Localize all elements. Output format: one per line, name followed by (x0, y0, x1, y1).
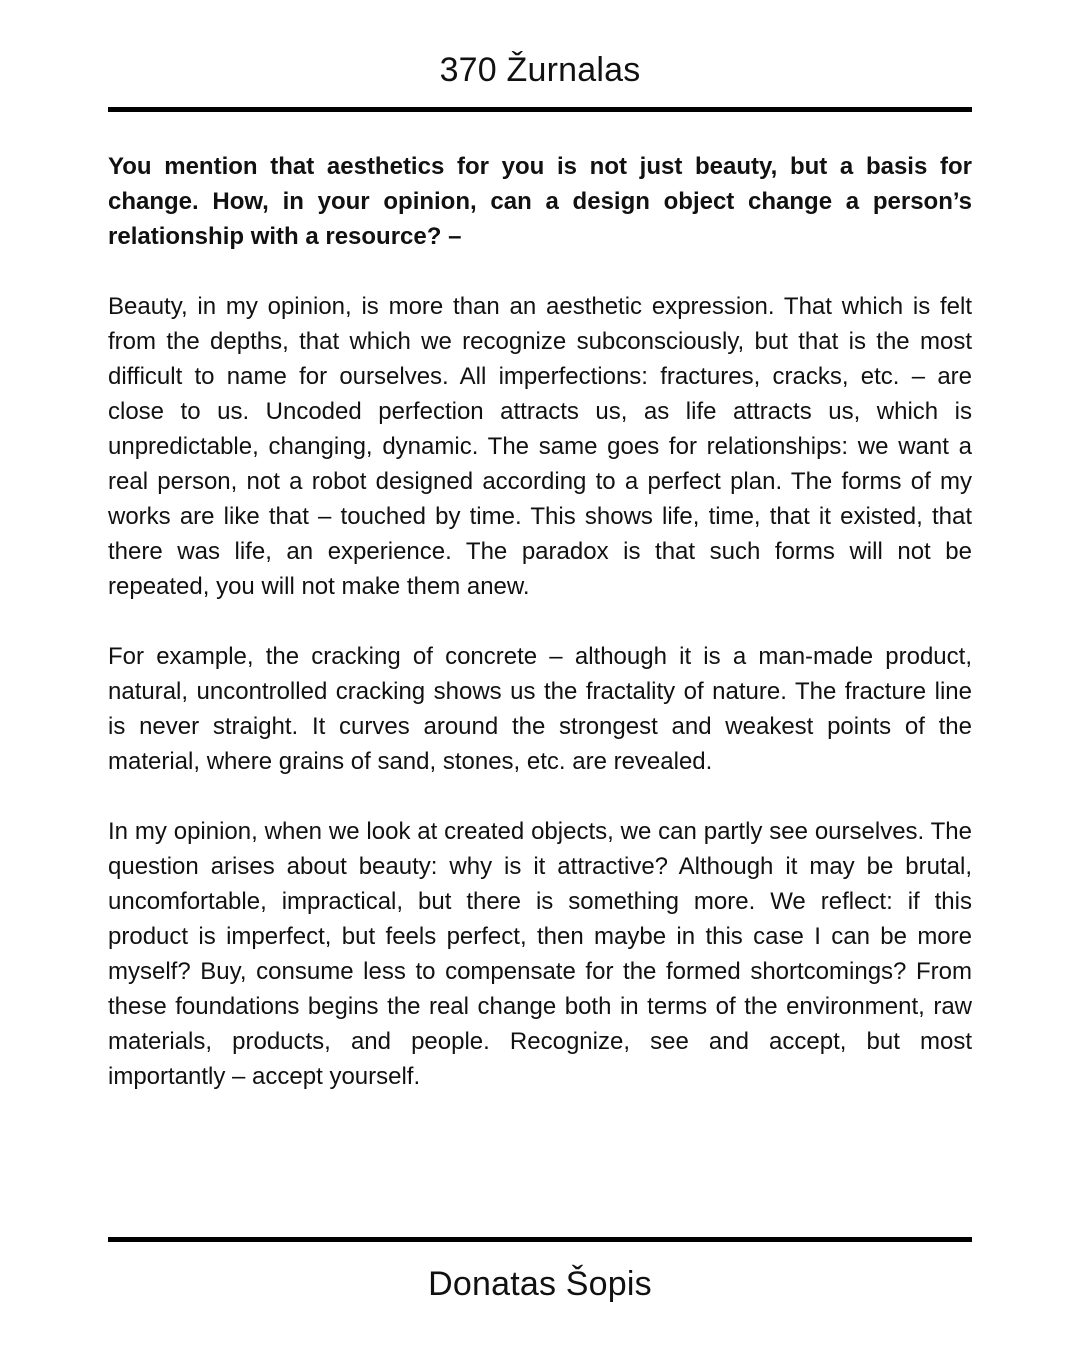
bottom-divider (108, 1237, 972, 1242)
top-divider (108, 107, 972, 112)
answer-paragraph-2: For example, the cracking of concrete – although it is a man-made product, natural, uncontrolled cracking shows us the fractality of nature. The fracture line is never straight. It curves around the strongest and weakest points of the material, where grains of sand, stones, etc. are revealed. (108, 643, 972, 775)
article-body (108, 149, 972, 1129)
interview-question: You mention that aesthetics for you is not just beauty, but a basis for change. How, in your opinion, can a design object change a person’s relationship with a resource? – (108, 153, 972, 250)
publication-title: 370 Žurnalas (439, 51, 641, 89)
answer-paragraph-1: Beauty, in my opinion, is more than an aesthetic expression. That which is felt from the depths, that which we recognize subconsciously, but that is the most difficult to name for ourselves. All imperfections: fractures, cracks, etc. – are close to us. Uncoded perfection attracts us, as life attracts us, which is unpredictable, changing, dynamic. The same goes for relationships: we want a real person, not a robot designed according to a perfect plan. The forms of my works are like that – touched by time. This shows life, time, that it existed, that there was life, an experience. The paradox is that such forms will not be repeated, you will not make them anew. (108, 293, 972, 600)
answer-paragraph-3: In my opinion, when we look at created objects, we can partly see ourselves. The question arises about beauty: why is it attractive? Although it may be brutal, uncomfortable, impractical, but there is something more. We reflect: if this product is imperfect, but feels perfect, then maybe in this case I can be more myself? Buy, consume less to compensate for the formed shortcomings? From these foundations begins the real change both in terms of the environment, raw materials, products, and people. Recognize, see and accept, but most importantly – accept yourself. (108, 818, 972, 1090)
author-name: Donatas Šopis (428, 1265, 652, 1303)
